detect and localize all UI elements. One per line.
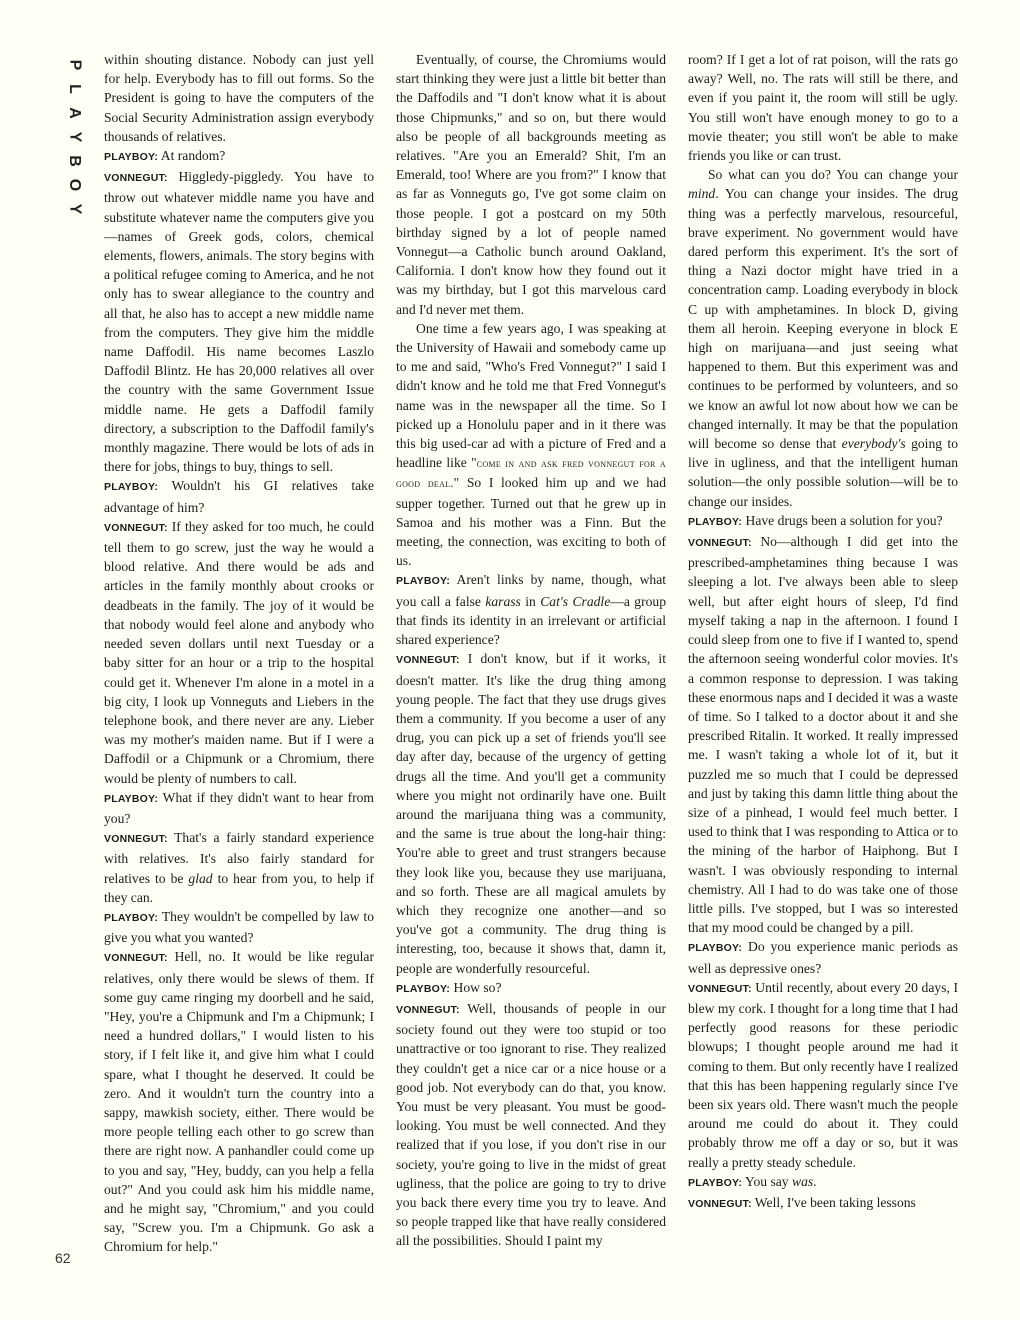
column-2 xyxy=(396,50,666,1251)
masthead-letter: Y xyxy=(65,131,83,143)
masthead-letter: Y xyxy=(65,203,83,215)
paragraph: room? If I get a lot of rat poison, will the rats go away? Well, no. The rats will still be there, and even if you paint it, the room will still be ugly. You still won't have enough money to go to a movie theater; you still won't be able to make friends you like or can trust. xyxy=(688,52,958,164)
interview-question: PLAYBOY: Do you experience manic periods as well as depressive ones? xyxy=(688,939,958,976)
interview-question: PLAYBOY: Aren't links by name, though, what you call a false karass in Cat's Cradle—a group that finds its identity in an irrelevant or artificial shared experience? xyxy=(396,572,667,648)
speaker-label: VONNEGUT: xyxy=(688,1197,752,1210)
speaker-label: PLAYBOY: xyxy=(688,1176,743,1189)
interview-question: PLAYBOY: Wouldn't his GI relatives take advantage of him? xyxy=(104,478,375,515)
speaker-label: VONNEGUT: xyxy=(396,1003,460,1016)
interview-answer: VONNEGUT: That's a fairly standard experience with relatives. It's also fairly standard for relatives to be glad to hear from you, to help if they can. xyxy=(104,830,374,905)
masthead-letter: A xyxy=(66,107,83,119)
interview-answer: VONNEGUT: Well, I've been taking lessons xyxy=(688,1194,916,1210)
interview-answer: VONNEGUT: No—although I did get into the prescribed-amphetamines thing because I was sleeping a lot. I've always been able to sleep well, but after eight hours of sleep, I'd find myself taking a nap in the afternoon. I found I could sleep from one to five if I wanted to, spend the afternoon seeing wonderful color movies. It's a common response to depression. I was taking these enormous naps and I decided it was a waste of time. So I talked to a doctor about it and she prescribed Ritalin. It worked. It really impressed me. I wasn't taking a whole lot of it, but it puzzled me so much that I could be depressed and just by taking this damn little thing about the size of a pinhead, I would feel much better. I used to think that I was responding to Attica or to the mining of the harbor of Haiphong. But I wasn't. I was obviously responding to internal chemistry. All I had to do was take one of those little pills. I've stopped, but I was so interested that my mood could be changed by a pill. xyxy=(688,534,958,936)
interview-question: PLAYBOY: You say was. xyxy=(688,1173,817,1189)
speaker-label: PLAYBOY: xyxy=(104,151,159,164)
paragraph: Eventually, of course, the Chromiums would start thinking they were just a little bit better than the Daffodils and "I don't know what it is about those Chipmunks," and so on, but there would also be people of all backgrounds meeting as relatives. "Are you an Emerald? Shit, I'm an Emerald, too! Where are you from?" I know that as far as Vonneguts go, I've got some claim on those people. I got a postcard on my 50th birthday signed by a lot of people named Vonnegut—a Catholic bunch around Oakland, California. I don't know how they found out it was my birthday, but I got this marvelous card and I'd never met them. xyxy=(396,52,666,317)
masthead-letter: B xyxy=(66,155,83,167)
speaker-label: PLAYBOY: xyxy=(688,515,743,528)
masthead-letter: L xyxy=(66,84,83,94)
interview-answer: VONNEGUT: I don't know, but if it works, it doesn't matter. It's like the drug thing among young people. The fact that they use drugs gives them a community. If you become a user of any drug, you can pick up a set of friends you'll see day after day, because of the urgency of getting drugs all the time. And you'll get a community where you might not ordinarily have one. Built around the marijuana thing was a community, and the same is true about the long-hair thing: You're able to greet and trust strangers because they look like you, because they use marijuana, and so forth. These are all magical amulets by which they recognize one another—and so you've got a community. The drug thing is interesting, too, because it shows that, damn it, people are wonderfully resourceful. xyxy=(396,651,666,976)
speaker-label: VONNEGUT: xyxy=(104,521,168,534)
paragraph: within shouting distance. Nobody can just yell for help. Everybody has to fill out forms. So the President is going to have the computers of the Social Security Administration assign everybody thousands of relatives. xyxy=(104,52,374,144)
interview-answer: VONNEGUT: Well, thousands of people in our society found out they were too stupid or too unattractive or too ignorant to rise. They realized they couldn't get a nice car or a nice house or a good job. Not everybody can do that, you know. You must be very pleasant. You must be good-looking. You must be well connected. And they realized that if you lose, if you don't rise in our society, you're going to live in the midst of great ugliness, that the police are going to try to drive you back there every time you try to leave. And so people trapped like that have really considered all the possibilities. Should I paint my xyxy=(396,1000,666,1249)
speaker-label: VONNEGUT: xyxy=(688,537,752,550)
interview-question: PLAYBOY: What if they didn't want to hear from you? xyxy=(104,789,374,826)
speaker-label: PLAYBOY: xyxy=(104,481,159,494)
interview-question: PLAYBOY: At random? xyxy=(104,148,226,164)
paragraph: One time a few years ago, I was speaking at the University of Hawaii and somebody came up to me and said, "Who's Fred Vonnegut?" I said I didn't know and he told me that Fred Vonnegut's name was in the newspaper all the time. So I picked up a Honolulu paper and in it there was this big used-car ad with a picture of Fred and a headline like "come in and ask fred vonnegut for a good deal." So I looked him up and we had supper together. Turned out that he grew up in Samoa and his mother was a Finn. But the meeting, the connection, was exciting to both of us. xyxy=(396,320,666,569)
masthead-letter: O xyxy=(65,178,83,192)
speaker-label: PLAYBOY: xyxy=(396,982,451,995)
speaker-label: VONNEGUT: xyxy=(104,833,168,846)
interview-question: PLAYBOY: Have drugs been a solution for you? xyxy=(688,512,943,528)
speaker-label: VONNEGUT: xyxy=(104,172,168,185)
speaker-label: PLAYBOY: xyxy=(396,575,451,588)
paragraph: So what can you do? You can change your mind. You can change your insides. The drug thing was a perfectly marvelous, resourceful, brave experiment. No government would have dared perform this experiment. It's the sort of thing a Nazi doctor might have tried in a concentration camp. Loading everybody in block C up with amphetamines. In block D, giving them all heroin. Keeping everyone in block E high on marijuana—and just seeing what happened to them. But this experiment was and continues to be performed by volunteers, and so we know an awful lot now about how we can be changed internally. It may be that the population will become so dense that everybody's going to live in ugliness, and that the intelligent human solution—the only possible solution—will be to change our insides. xyxy=(688,167,958,509)
interview-answer: VONNEGUT: Hell, no. It would be like regular relatives, only there would be slews of them. If some guy came ringing my doorbell and he said, "Hey, you're a Chipmunk and I'm a Chipmunk; I need a hundred dollars," I would listen to his story, if I felt like it, and give him what I could spare, what I thought he deserved. It could be zero. And it wouldn't turn the country into a sappy, mawkish society, either. There would be more people telling each other to go screw than there are right now. A panhandler could come up to you and say, "Hey, buddy, can you help a fella out?" And you could ask him his middle name, and he might say, "Chromium," and you could say, "Screw you. I'm a Chipmunk. Go ask a Chromium for help." xyxy=(104,949,374,1255)
interview-question: PLAYBOY: How so? xyxy=(396,979,502,995)
speaker-label: VONNEGUT: xyxy=(396,654,460,667)
speaker-label: VONNEGUT: xyxy=(688,982,752,995)
page-number: 62 xyxy=(55,1250,71,1266)
playboy-masthead xyxy=(62,56,86,218)
speaker-label: PLAYBOY: xyxy=(104,792,159,805)
interview-question: PLAYBOY: They wouldn't be compelled by law to give you what you wanted? xyxy=(104,908,374,946)
speaker-label: PLAYBOY: xyxy=(104,911,159,924)
speaker-label: PLAYBOY: xyxy=(688,942,743,955)
masthead-letter: P xyxy=(65,59,83,71)
interview-answer: VONNEGUT: Higgledy-piggledy. You have to throw out whatever middle name you have and substitute whatever name the computers give you—names of Greek gods, colors, chemical elements, flowers, animals. The story begins with a political refugee coming to America, and he not only has to swear allegiance to the country and all that, he also has to accept a new middle name from the computers. They give him the middle name Daffodil. His name becomes Laszlo Daffodil Blintz. He has 20,000 relatives all over the country with the same Government Issue middle name. He gets a Daffodil family directory, a subscription to the Daffodil family's monthly magazine. There would be lots of ads in there for jobs, things to buy, things to sell. xyxy=(104,169,374,475)
speaker-label: VONNEGUT: xyxy=(104,952,168,965)
column-3 xyxy=(688,50,958,1214)
interview-answer: VONNEGUT: If they asked for too much, he could tell them to go screw, just the way he would a blood relative. And there would be ads and articles in the family monthly about crooks or deadbeats in the family. The joy of it would be that nobody would feel alone and anybody who needed seven dollars until next Tuesday or a baby sitter for an hour or a trip to the hospital could get it. Whenever I'm alone in a motel in a big city, I look up Vonneguts and Liebers in the telephone book, and there never are any. Lieber was my mother's maiden name. But if I were a Daffodil or a Chipmunk or a Chromium, there would be plenty of numbers to call. xyxy=(104,518,374,786)
column-1 xyxy=(104,50,374,1257)
interview-answer: VONNEGUT: Until recently, about every 20 days, I blew my cork. I thought for a long time that I had perfectly good reasons for these periodic blowups; I thought people around me had it coming to them. But only recently have I realized that this has been happening regularly since I've been six years old. There wasn't much the people around me could do about it. They could probably throw me off a day or so, but it was really a pretty steady schedule. xyxy=(688,979,959,1170)
